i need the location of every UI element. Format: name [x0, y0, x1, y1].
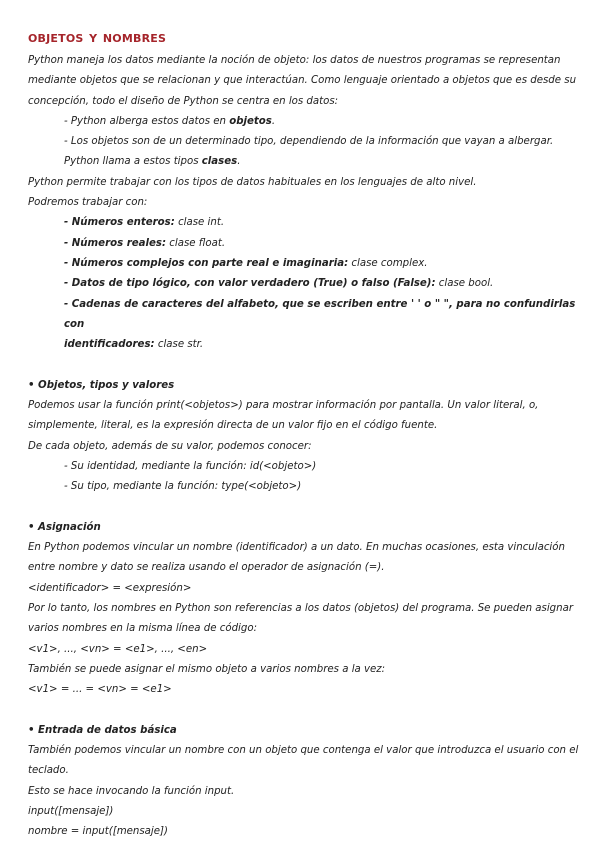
types-paragraph: Python permite trabajar con los tipos de datos habituales en los lenguajes de alto nivel. — [28, 176, 477, 188]
page-title: objetos y nombres — [28, 28, 167, 46]
input-paragraph-2: Esto se hace invocando la función input. — [28, 785, 235, 797]
type-float: - Números reales: clase float. — [64, 237, 226, 249]
input-paragraph: También podemos vincular un nombre con un objeto que contenga el valor que introduzca el usuario con el teclado. — [28, 745, 579, 777]
document-body — [28, 51, 580, 843]
objects-paragraph-2: De cada objeto, además de su valor, podemos conocer: — [28, 440, 312, 452]
objects-paragraph: Podemos usar la función print(<objetos>) para mostrar información por pantalla. Un valor literal, o, simplemente, literal, es la expresión directa de un valor fijo en el código fuente. — [28, 400, 539, 432]
bullet-type: - Su tipo, mediante la función: type(<objeto>) — [64, 481, 302, 493]
input-code-2: nombre = input([mensaje]) — [28, 826, 168, 838]
type-str: - Cadenas de caracteres del alfabeto, que se escriben entre ' ' o " ", para no confundirlas con identificadores: clase str. — [64, 298, 576, 351]
bullet-objects: - Python alberga estos datos en objetos. — [64, 115, 276, 127]
work-with-paragraph: Podremos trabajar con: — [28, 197, 148, 209]
section-heading-assign: • Asignación — [28, 521, 101, 533]
type-complex: - Números complejos con parte real e imaginaria: clase complex. — [64, 257, 428, 269]
input-code-1: input([mensaje]) — [28, 805, 114, 817]
assign-paragraph: En Python podemos vincular un nombre (identificador) a un dato. En muchas ocasiones, esta vinculación entre nombre y dato se realiza usando el operador de asignación (=). — [28, 542, 565, 574]
type-int: - Números enteros: clase int. — [64, 217, 225, 229]
bullet-identity: - Su identidad, mediante la función: id(<objeto>) — [64, 460, 317, 472]
section-heading-objects: • Objetos, tipos y valores — [28, 379, 175, 391]
assign-code-1: <identificador> = <expresión> — [28, 582, 192, 594]
assign-paragraph-3: También se puede asignar el mismo objeto a varios nombres a la vez: — [28, 663, 386, 675]
bullet-classes: - Los objetos son de un determinado tipo, dependiendo de la información que vayan a albergar. Python llama a estos tipos clases. — [64, 136, 554, 168]
assign-code-2: <v1>, ..., <vn> = <e1>, ..., <en> — [28, 643, 208, 655]
section-heading-input: • Entrada de datos básica — [28, 724, 177, 736]
type-bool: - Datos de tipo lógico, con valor verdadero (True) o falso (False): clase bool. — [64, 278, 494, 290]
intro-paragraph: Python maneja los datos mediante la noción de objeto: los datos de nuestros programas se representan mediante objetos que se relacionan y que interactúan. Como lenguaje orientado a objetos que es desde su concepción, todo el diseño de Python se centra en los datos: — [28, 55, 577, 107]
assign-code-3: <v1> = ... = <vn> = <e1> — [28, 684, 172, 696]
assign-paragraph-2: Por lo tanto, los nombres en Python son referencias a los datos (objetos) del programa. Se pueden asignar varios nombres en la misma línea de código: — [28, 603, 574, 635]
